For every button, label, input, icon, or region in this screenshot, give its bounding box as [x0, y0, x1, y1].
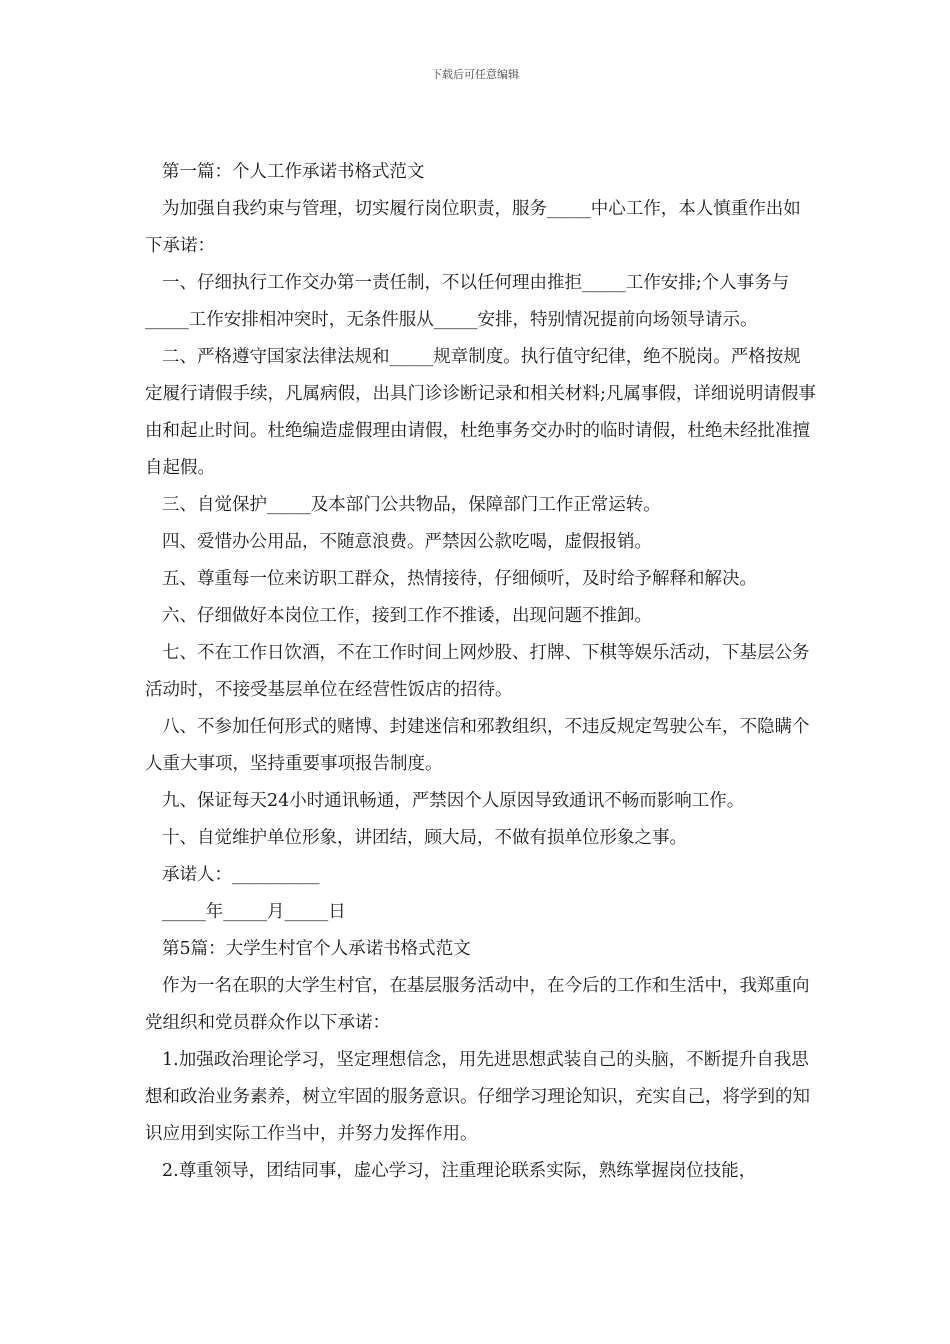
commitment-item-8: 八、不参加任何形式的赌博、封建迷信和邪教组织，不违反规定驾驶公车，不隐瞒个人重大事项，坚持重要事项报告制度。: [145, 717, 810, 774]
commitment-item-4: 四、爱惜办公用品，不随意浪费。严禁因公款吃喝，虚假报销。: [162, 532, 652, 552]
village-commitment-2: 2.尊重领导，团结同事，虚心学习，注重理论联系实际，熟练掌握岗位技能，: [162, 1161, 757, 1181]
commitment-item-6: 六、仔细做好本岗位工作，接到工作不推诿，出现问题不推卸。: [162, 606, 652, 626]
village-official-intro: 作为一名在职的大学生村官，在基层服务活动中，在今后的工作和生活中，我郑重向党组织和党员群众作以下承诺：: [145, 976, 810, 1033]
document-body: [145, 154, 817, 1190]
commitment-item-5: 五、尊重每一位来访职工群众，热情接待，仔细倾听，及时给予解释和解决。: [162, 569, 757, 589]
page-header: 下载后可任意编辑: [431, 68, 519, 81]
section-title-5: 第5篇：大学生村官个人承诺书格式范文: [162, 939, 471, 959]
section-title-1: 第一篇：个人工作承诺书格式范文: [162, 162, 425, 182]
village-commitment-1: 1.加强政治理论学习，坚定理想信念，用先进思想武装自己的头脑，不断提升自我思想和政治业务素养，树立牢固的服务意识。仔细学习理论知识，充实自己，将学到的知识应用到实际工作当中，并努力发挥作用。: [145, 1050, 810, 1144]
commitment-item-7: 七、不在工作日饮酒，不在工作时间上网炒股、打牌、下棋等娱乐活动，下基层公务活动时，不接受基层单位在经营性饭店的招待。: [145, 643, 810, 700]
signature-line: 承诺人：__________: [162, 865, 320, 885]
date-line: _____年_____月_____日: [162, 902, 346, 922]
intro-paragraph: 为加强自我约束与管理，切实履行岗位职责，服务_____中心工作，本人慎重作出如下承诺：: [145, 199, 801, 256]
commitment-item-10: 十、自觉维护单位形象，讲团结，顾大局，不做有损单位形象之事。: [162, 828, 687, 848]
commitment-item-1: 一、仔细执行工作交办第一责任制，不以任何理由推拒_____工作安排;个人事务与_____工作安排相冲突时，无条件服从_____安排，特别情况提前向场领导请示。: [145, 273, 790, 330]
commitment-item-3: 三、自觉保护_____及本部门公共物品，保障部门工作正常运转。: [162, 495, 661, 515]
commitment-item-2: 二、严格遵守国家法律法规和_____规章制度。执行值守纪律，绝不脱岗。严格按规定履行请假手续，凡属病假，出具门诊诊断记录和相关材料;凡属事假，详细说明请假事由和起止时间。杜绝编造虚假理由请假，杜绝事务交办时的临时请假，杜绝未经批准擅自起假。: [145, 347, 816, 478]
commitment-item-9: 九、保证每天24小时通讯畅通，严禁因个人原因导致通讯不畅而影响工作。: [162, 791, 745, 811]
